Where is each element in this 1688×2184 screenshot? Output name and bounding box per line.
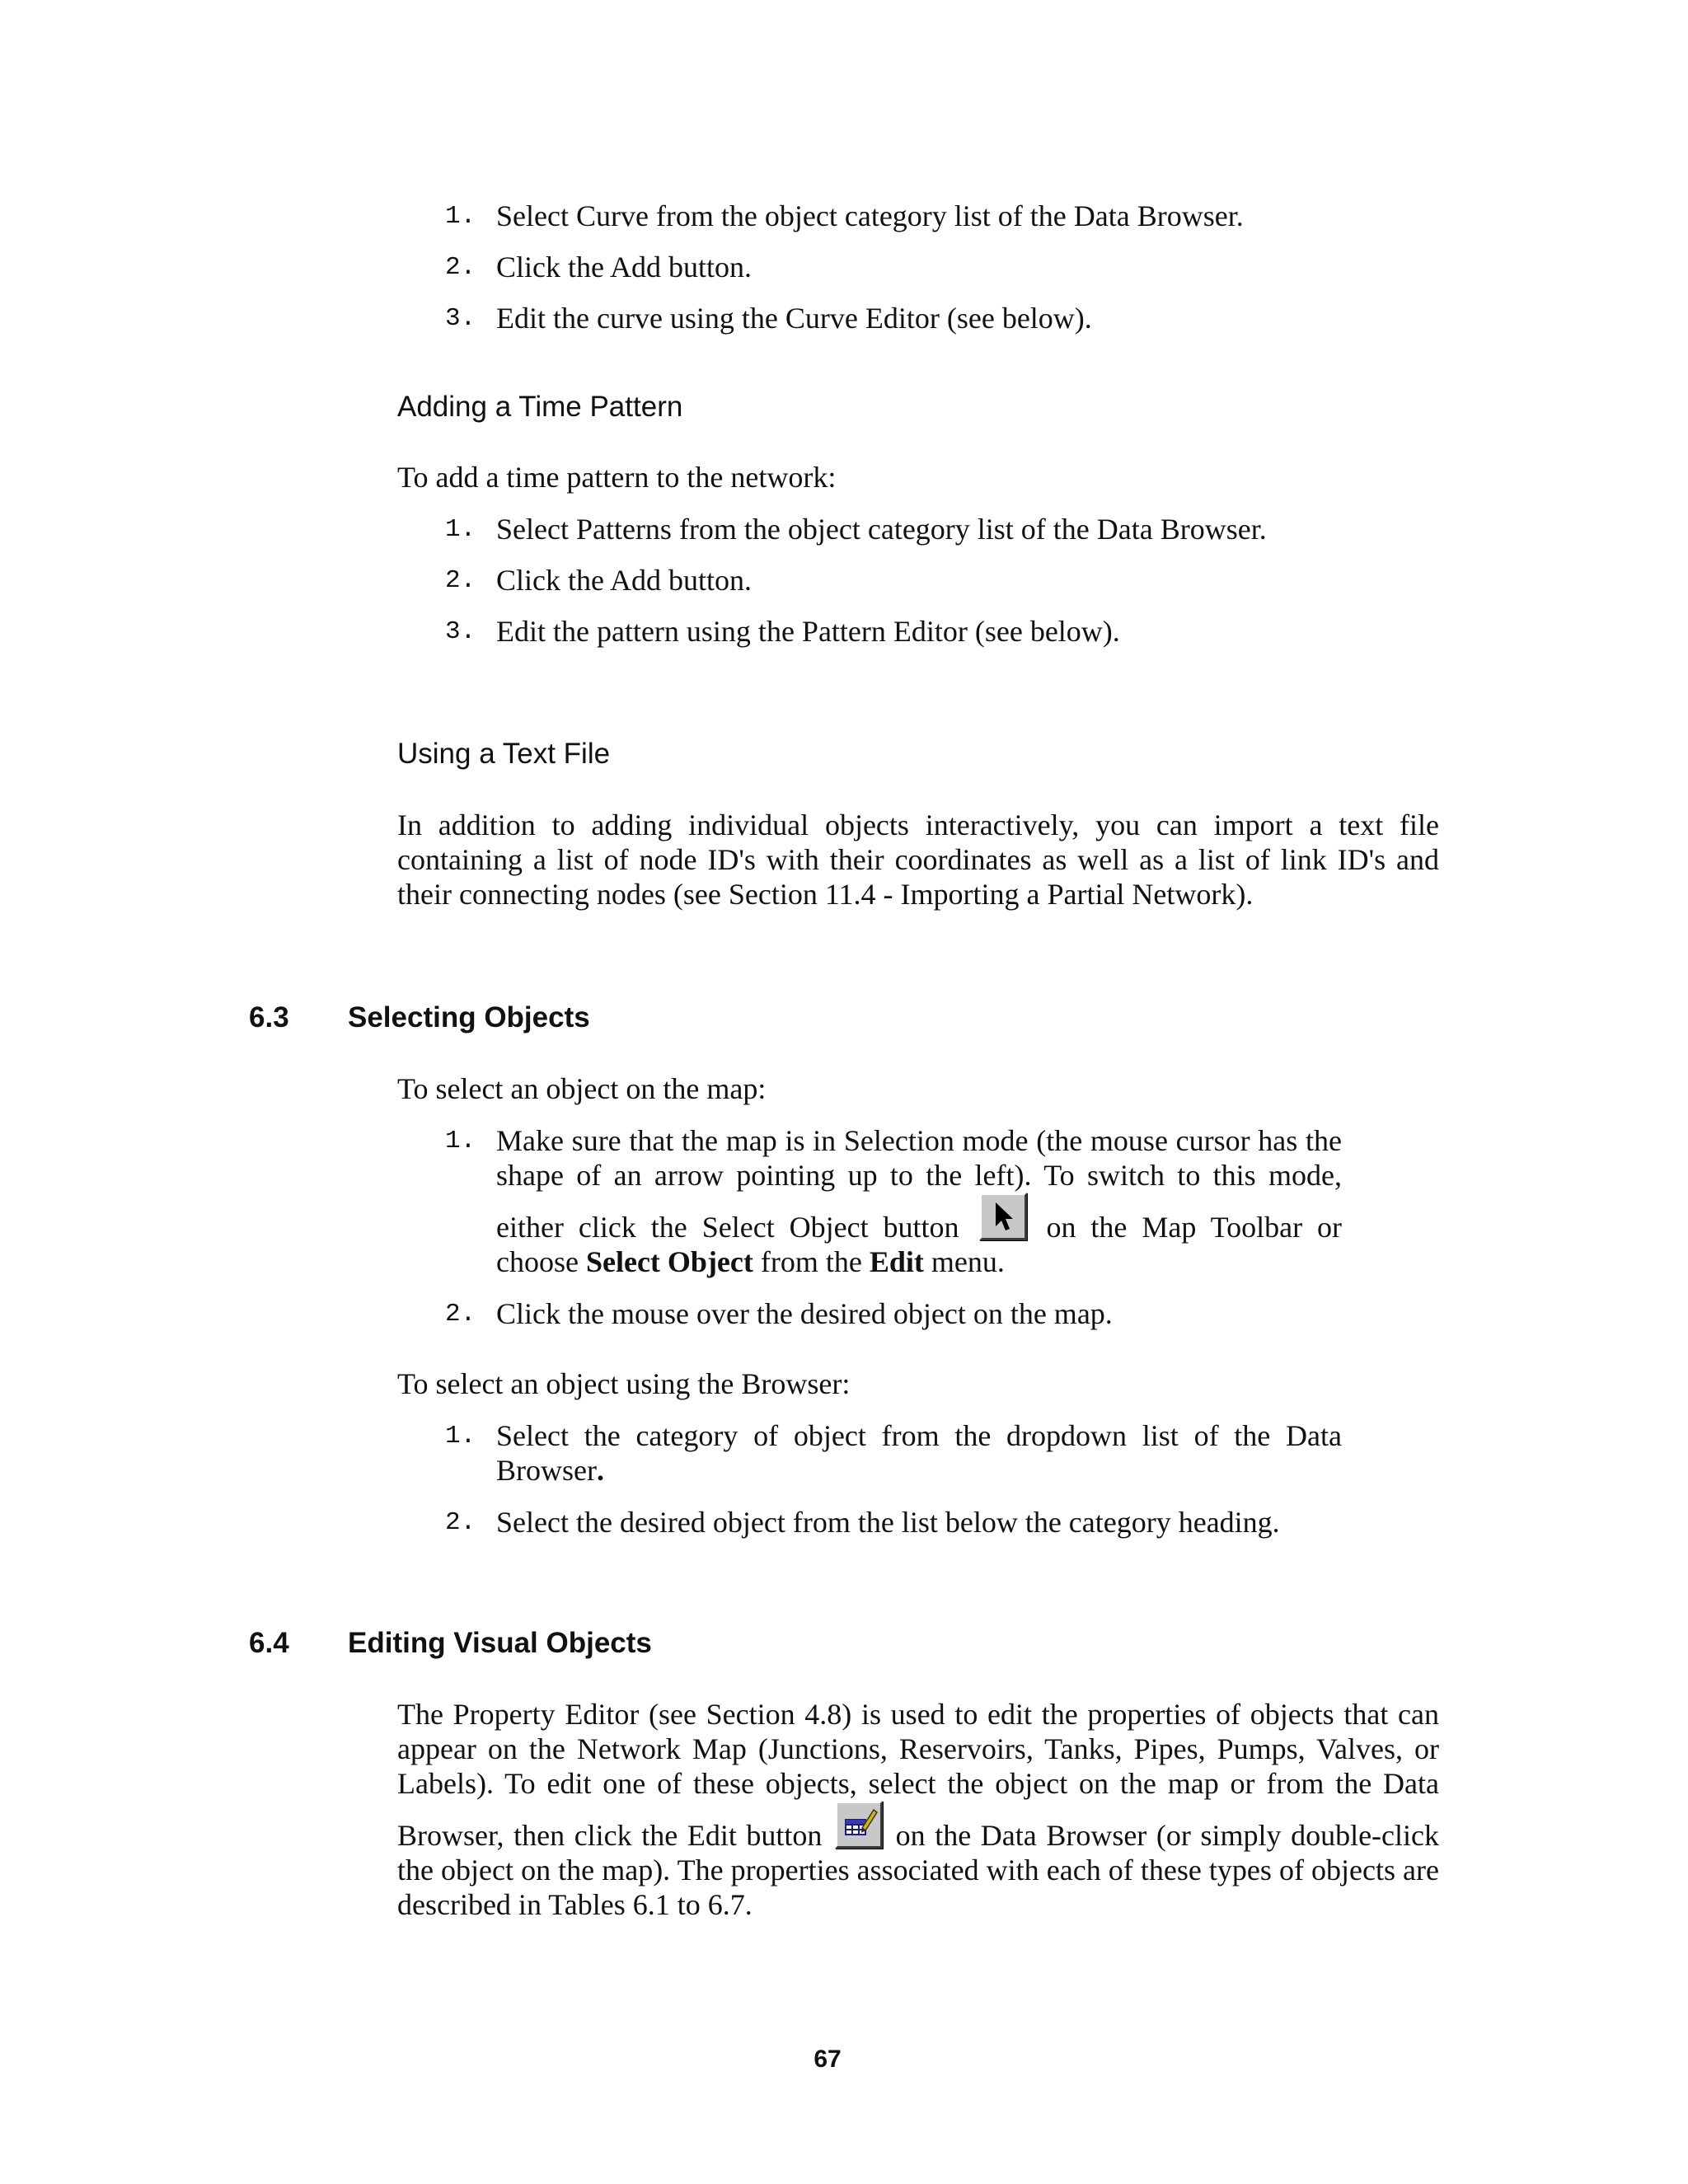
menu-item-reference: Select Object [585, 1245, 753, 1278]
step-text: Edit the curve using the Curve Editor (see below). [496, 302, 1092, 335]
step-text: Select Patterns from the object category list of the Data Browser. [496, 513, 1267, 546]
select-map-step-1 [445, 1123, 1342, 1279]
pattern-step-3 [445, 614, 1342, 649]
menu-reference: Edit [869, 1245, 924, 1278]
step-text: Edit the pattern using the Pattern Editor (see below). [496, 615, 1120, 648]
select-object-button-icon [979, 1193, 1027, 1240]
step-text-block [496, 1123, 1342, 1279]
step-number: 1. [445, 1127, 476, 1155]
editing-paragraph [397, 1697, 1439, 1922]
step-text: Select Curve from the object category list of the Data Browser. [496, 199, 1244, 232]
step-text: from the [760, 1245, 862, 1278]
step-number: 2. [445, 566, 476, 595]
section-number: 6.3 [249, 1001, 289, 1033]
pattern-step-2 [445, 563, 1342, 598]
select-map-step-2 [445, 1296, 1342, 1331]
edit-button-icon [835, 1801, 883, 1849]
curve-step-1 [445, 199, 1342, 233]
step-number: 1. [445, 1422, 476, 1451]
step-text: Select the desired object from the list below the category heading. [496, 1506, 1280, 1539]
step-number: 3. [445, 304, 476, 333]
paragraph-text: The Property Editor (see Section 4.8) is used to edit the properties of objects that can appear on the Network Map (Junctions, Reservoirs, Tanks, Pipes, Pumps, Valves, or Labels). To edit one of these objects, select the object on the map or from the Data Browser, then click the Edit button [397, 1698, 1439, 1852]
curve-step-3 [445, 301, 1342, 335]
curve-step-2 [445, 250, 1342, 284]
section-title: Editing Visual Objects [348, 1627, 652, 1659]
subheading-text-file: Using a Text File [397, 738, 611, 770]
step-number: 1. [445, 202, 476, 231]
step-text: Select the category of object from the dropdown list of the Data Browser [496, 1419, 1342, 1487]
select-browser-step-1 [445, 1418, 1342, 1488]
section-title: Selecting Objects [348, 1001, 590, 1033]
step-number: 3. [445, 617, 476, 646]
select-browser-step-2 [445, 1505, 1342, 1540]
step-text: Click the mouse over the desired object on the map. [496, 1297, 1113, 1330]
step-text-block [496, 1418, 1342, 1488]
select-map-intro: To select an object on the map: [397, 1072, 767, 1105]
step-text: Make sure that the map is in Selection mode (the mouse cursor has the shape of an arrow pointing up to the left). To switch to this mode, either click the Select Object button [496, 1124, 1342, 1244]
select-browser-intro: To select an object using the Browser: [397, 1367, 851, 1400]
section-number: 6.4 [249, 1627, 289, 1659]
pattern-step-1 [445, 512, 1342, 546]
step-number: 1. [445, 515, 476, 544]
step-number: 2. [445, 253, 476, 282]
step-text: Click the Add button. [496, 564, 752, 597]
step-text: menu. [931, 1245, 1005, 1278]
step-number: 2. [445, 1508, 476, 1537]
step-number: 2. [445, 1300, 476, 1329]
page-number: 67 [814, 2046, 842, 2073]
step-text: Click the Add button. [496, 251, 752, 284]
text-file-paragraph: In addition to adding individual objects interactively, you can import a text file containing a list of node ID's with their coordinates as well as a list of link ID's and their connecting nodes (see Section 11.4 - Importing a Partial Network). [397, 808, 1439, 911]
paragraph-text: on the Data Browser (or simply double-click the object on the map). The properties associated with each of these types of objects are described in Tables 6.1 to 6.7. [397, 1819, 1439, 1921]
time-pattern-intro: To add a time pattern to the network: [397, 461, 837, 494]
step-text-bold: . [596, 1454, 604, 1487]
subheading-time-pattern: Adding a Time Pattern [397, 391, 683, 423]
step-text: on the Map Toolbar or choose [496, 1211, 1342, 1278]
